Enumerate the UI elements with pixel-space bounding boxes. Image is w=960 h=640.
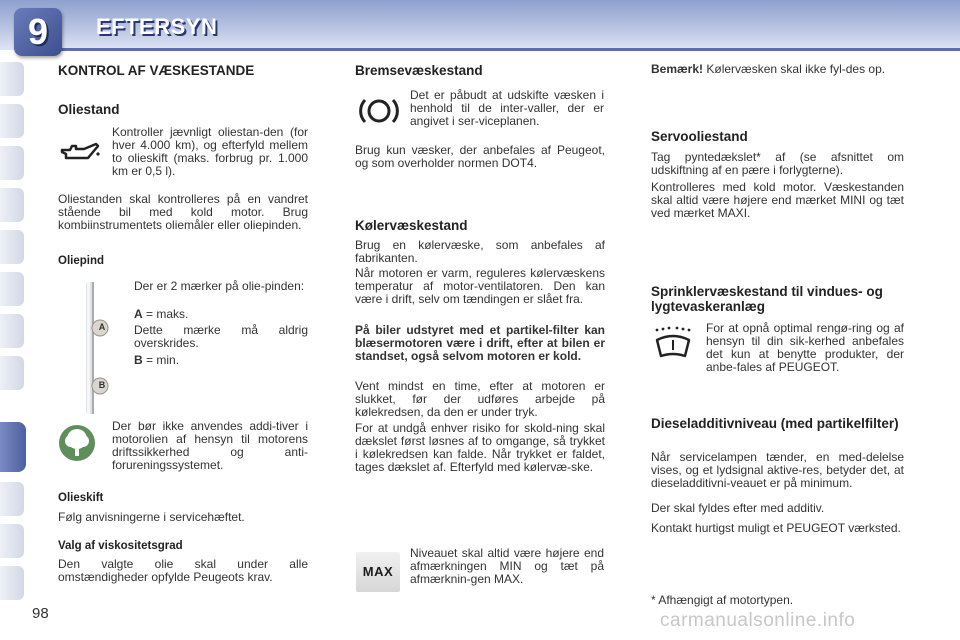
coolant-p1: Brug en kølervæske, som anbefales af fabrikanten.	[355, 238, 605, 265]
oil-change-heading: Olieskift	[58, 492, 104, 504]
chapter-title: EFTERSYN	[96, 14, 218, 39]
dipstick-warning: Dette mærke må aldrig overskrides.	[134, 323, 308, 350]
oil-level-instructions: Oliestanden skal kontrolleres på en vandret stående bil med kold motor. Brug kombiinstrumentets oliemåler eller oliepinden.	[58, 192, 308, 232]
side-tab-11[interactable]	[0, 524, 24, 558]
brake-fluid-norm: Brug kun væsker, der anbefales af Peugeot, og som overholder normen DOT4.	[355, 143, 605, 170]
side-tab-5[interactable]	[0, 230, 24, 264]
coolant-note	[651, 63, 904, 76]
oil-level-heading: Oliestand	[58, 102, 120, 117]
viscosity-heading: Valg af viskositetsgrad	[58, 540, 183, 552]
coolant-p4: Vent mindst en time, efter at motoren er slukket, før der udføres arbejde på kølekredsen, da den er under tryk.	[355, 379, 605, 419]
oil-can-icon	[58, 138, 102, 170]
max-level-icon	[356, 552, 400, 592]
coolant-p3-warning: På biler udstyret med et partikel-filter kan blæsermotoren være i drift, efter at bilen er standset, også selvom motoren er kold.	[355, 323, 605, 363]
brake-fluid-heading: Bremsevæskestand	[355, 63, 483, 78]
oil-level-text: Kontroller jævnligt oliestan-den (for hver 4.000 km), og efterfyld mellem to olieskift (maks. forbrug pr. 1.000 km er 0,5 l).	[112, 125, 308, 178]
note-label: Bemærk!	[651, 62, 704, 76]
side-tab-6[interactable]	[0, 272, 24, 306]
mark-a-letter: A	[134, 307, 143, 321]
coolant-p5: For at undgå enhver risiko for skold-ning skal dækslet først løsnes af to omgange, så trykket i kølekredsen kan falde. Når trykket er faldet, tages dækslet af. Efterfyld med kølervæ-ske.	[355, 421, 605, 474]
coolant-p2: Når motoren er varm, reguleres kølervæskens temperatur af motor-ventilatoren. Den kan være i drift, selv om tændingen er slået fra.	[355, 266, 605, 306]
side-tab-active[interactable]	[0, 422, 26, 472]
chapter-number: 9	[27, 11, 49, 52]
brake-fluid-text: Det er påbudt at udskifte væsken i henhold til de inter-valler, der er angivet i ser-viceplanen.	[410, 88, 604, 128]
footnote: * Afhængigt af motortypen.	[651, 593, 794, 607]
side-tab-3[interactable]	[0, 146, 24, 180]
dipstick-mark-a: A	[98, 322, 106, 332]
section-heading-fluid-levels: KONTROL AF VÆSKESTANDE	[58, 63, 255, 78]
washer-fluid-heading: Sprinklervæskestand til vindues- og lygtevaskeranlæg	[651, 284, 883, 314]
power-steering-p1: Tag pyntedækslet* af (se afsnittet om udskiftning af en pære i forlygterne).	[651, 150, 904, 177]
mark-b-line	[134, 354, 308, 367]
watermark: carmanualsonline.info	[660, 610, 856, 631]
tree-icon	[58, 424, 96, 462]
power-steering-p2: Kontrolleres med kold motor. Væskestanden skal altid være højere end mærket MINI og tæt ved mærket MAXI.	[651, 180, 904, 220]
viscosity-text: Den valgte olie skal under alle omstændigheder opfylde Peugeots krav.	[58, 557, 308, 584]
dipstick-heading: Oliepind	[58, 255, 104, 267]
side-tab-8[interactable]	[0, 356, 24, 390]
page-number: 98	[32, 605, 49, 622]
side-tab-4[interactable]	[0, 188, 24, 222]
coolant-heading: Kølervæskestand	[355, 218, 468, 233]
diesel-additive-p2: Der skal fyldes efter med additiv.	[651, 501, 825, 515]
note-text: Kølervæsken skal ikke fyl-des op.	[706, 62, 886, 76]
mark-a-line	[134, 308, 308, 321]
mark-a-text: = maks.	[146, 307, 189, 321]
diesel-additive-heading: Dieseladditivniveau (med partikelfilter)	[651, 416, 899, 431]
header-divider	[40, 48, 960, 51]
brake-fluid-icon	[357, 94, 401, 128]
side-tab-2[interactable]	[0, 104, 24, 138]
side-tab-12[interactable]	[0, 566, 24, 600]
mark-b-text: = min.	[146, 353, 180, 367]
max-level-text: Niveauet skal altid være højere end afmærkningen MIN og tæt på afmærknin-gen MAX.	[410, 546, 604, 586]
power-steering-heading: Servooliestand	[651, 129, 748, 144]
washer-fluid-text: For at opnå optimal rengø-ring og af hensyn til din sik-kerhed anbefales det kun at benytte produkter, der anbe-fales af PEUGEOT.	[706, 321, 904, 374]
windscreen-washer-icon	[651, 326, 695, 362]
side-tab-10[interactable]	[0, 482, 24, 516]
dipstick-intro: Der er 2 mærker på olie-pinden:	[134, 279, 305, 293]
mark-b-letter: B	[134, 353, 143, 367]
side-tab-1[interactable]	[0, 62, 24, 96]
diesel-additive-p3: Kontakt hurtigst muligt et PEUGEOT værksted.	[651, 521, 901, 535]
side-tab-7[interactable]	[0, 314, 24, 348]
max-level-label: MAX	[362, 564, 394, 579]
environment-note: Der bør ikke anvendes addi-tiver i motorolien af hensyn til motorens driftssikkerhed og anti-forureningssystemet.	[112, 419, 308, 472]
dipstick-mark-b: B	[98, 380, 106, 390]
dipstick-icon	[74, 278, 118, 418]
oil-change-text: Følg anvisningerne i servicehæftet.	[58, 510, 245, 524]
diesel-additive-p1: Når servicelampen tænder, en med-delelse vises, og et lydsignal aktive-res, betyder det, at dieseladditivni-veauet er på minimum.	[651, 450, 904, 490]
